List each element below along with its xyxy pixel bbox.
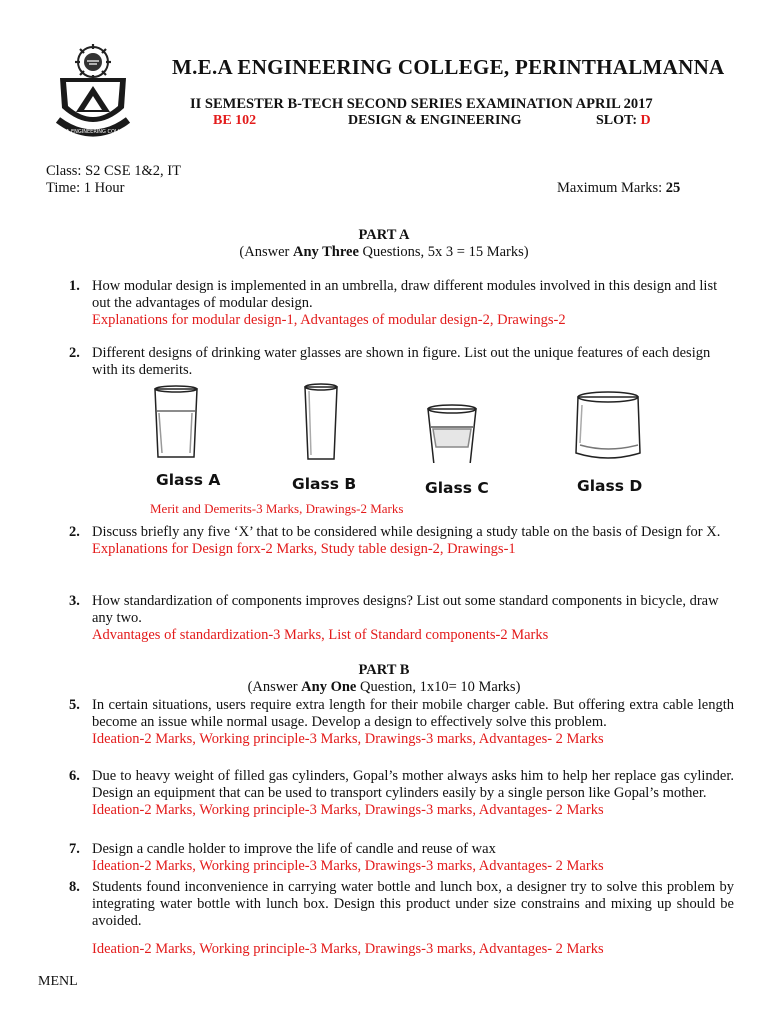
part-a-instr-pre: (Answer: [239, 244, 293, 260]
course-code: BE 102: [213, 113, 257, 128]
exam-title: II SEMESTER B-TECH SECOND SERIES EXAMINATION APRIL 2017: [190, 96, 653, 112]
question-2: [92, 345, 734, 379]
question-1: [92, 278, 734, 329]
college-name: M.E.A ENGINEERING COLLEGE, PERINTHALMANNA: [172, 55, 725, 79]
question-text: Design a candle holder to improve the life of candle and reuse of wax: [92, 841, 496, 857]
question-number: 5.: [69, 697, 80, 713]
question-number: 8.: [69, 879, 80, 895]
slot-value: D: [640, 113, 651, 128]
question-number: 2.: [69, 345, 80, 361]
question-7: [92, 841, 734, 875]
part-a-title: PART A: [358, 227, 410, 243]
question-4: [92, 593, 734, 644]
marks-scheme: Ideation-2 Marks, Working principle-3 Marks, Drawings-3 marks, Advantages- 2 Marks: [92, 941, 604, 957]
glass-label-c: Glass C: [425, 479, 489, 497]
marks-scheme: Advantages of standardization-3 Marks, List of Standard components-2 Marks: [92, 627, 549, 643]
question-text: In certain situations, users require extra length for their mobile charger cable. But offering extra cable length become an issue while normal usage. Develop a design to effectively solve this problem.: [92, 697, 734, 730]
marks-scheme: Explanations for modular design-1, Advantages of modular design-2, Drawings-2: [92, 312, 566, 328]
part-b-title: PART B: [358, 662, 410, 678]
question-text: How modular design is implemented in an umbrella, draw different modules involved in this design and list out the advantages of modular design.: [92, 278, 718, 311]
class-info: Class: S2 CSE 1&2, IT: [46, 163, 181, 179]
question-number: 2.: [69, 524, 80, 540]
question-3: [92, 524, 734, 558]
question-5: [92, 697, 734, 748]
marks-scheme: Ideation-2 Marks, Working principle-3 Marks, Drawings-3 marks, Advantages- 2 Marks: [92, 731, 604, 747]
footer-code: MENL: [38, 974, 78, 989]
marks-scheme: Ideation-2 Marks, Working principle-3 Marks, Drawings-3 marks, Advantages- 2 Marks: [92, 858, 604, 874]
glasses-figure: [150, 383, 680, 498]
glass-label-a: Glass A: [156, 471, 221, 489]
marks-scheme: Ideation-2 Marks, Working principle-3 Marks, Drawings-3 marks, Advantages- 2 Marks: [92, 802, 604, 818]
glass-label-d: Glass D: [577, 477, 643, 495]
slot: [596, 113, 651, 129]
subject-name: DESIGN & ENGINEERING: [348, 113, 522, 128]
part-a-instr-post: Questions, 5x 3 = 15 Marks): [358, 244, 529, 260]
question-8: [92, 879, 734, 958]
question-text: Different designs of drinking water glasses are shown in figure. List out the unique features of each design with its demerits.: [92, 345, 711, 378]
glasses-drawing: [150, 383, 680, 463]
part-a-instructions: [0, 244, 768, 261]
slot-label: SLOT:: [596, 113, 637, 128]
question-text: How standardization of components improves designs? List out some standard components in bicycle, draw any two.: [92, 593, 719, 626]
time-info: Time: 1 Hour: [46, 180, 125, 196]
marks-scheme: Explanations for Design forx-2 Marks, Study table design-2, Drawings-1: [92, 541, 516, 557]
question-number: 7.: [69, 841, 80, 857]
part-a-instr-bold: Any Three: [292, 244, 359, 260]
marks-scheme: Merit and Demerits-3 Marks, Drawings-2 Marks: [150, 501, 404, 516]
question-text: Due to heavy weight of filled gas cylinders, Gopal’s mother always asks him to help her replace gas cylinder. Design an equipment that can be used to transport cylinders easily by a single person like Gopal’s mother.: [92, 768, 734, 801]
question-text: Discuss briefly any five ‘X’ that to be considered while designing a study table on the basis of Design for X.: [92, 524, 721, 540]
question-text: Students found inconvenience in carrying water bottle and lunch box, a designer try to solve this problem by integrating water bottle with lunch box. Design this product under size constrains and mixing up should be avoided.: [92, 879, 734, 929]
college-logo: [52, 42, 134, 142]
svg-text:M E A ENGINEERING COLLEGE: M E A ENGINEERING COLLEGE: [55, 129, 131, 135]
part-b-instr-pre: (Answer: [247, 679, 302, 695]
question-number: 6.: [69, 768, 80, 784]
max-marks-label: Maximum Marks:: [557, 180, 663, 196]
question-6: [92, 768, 734, 819]
max-marks: [557, 180, 680, 197]
part-b-instr-post: Question, 1x10= 10 Marks): [356, 679, 521, 695]
max-marks-value: 25: [665, 180, 681, 196]
question-number: 1.: [69, 278, 80, 294]
glass-label-b: Glass B: [292, 475, 357, 493]
question-number: 3.: [69, 593, 80, 609]
part-b-instr-bold: Any One: [301, 679, 357, 695]
part-b-instructions: [0, 679, 768, 696]
